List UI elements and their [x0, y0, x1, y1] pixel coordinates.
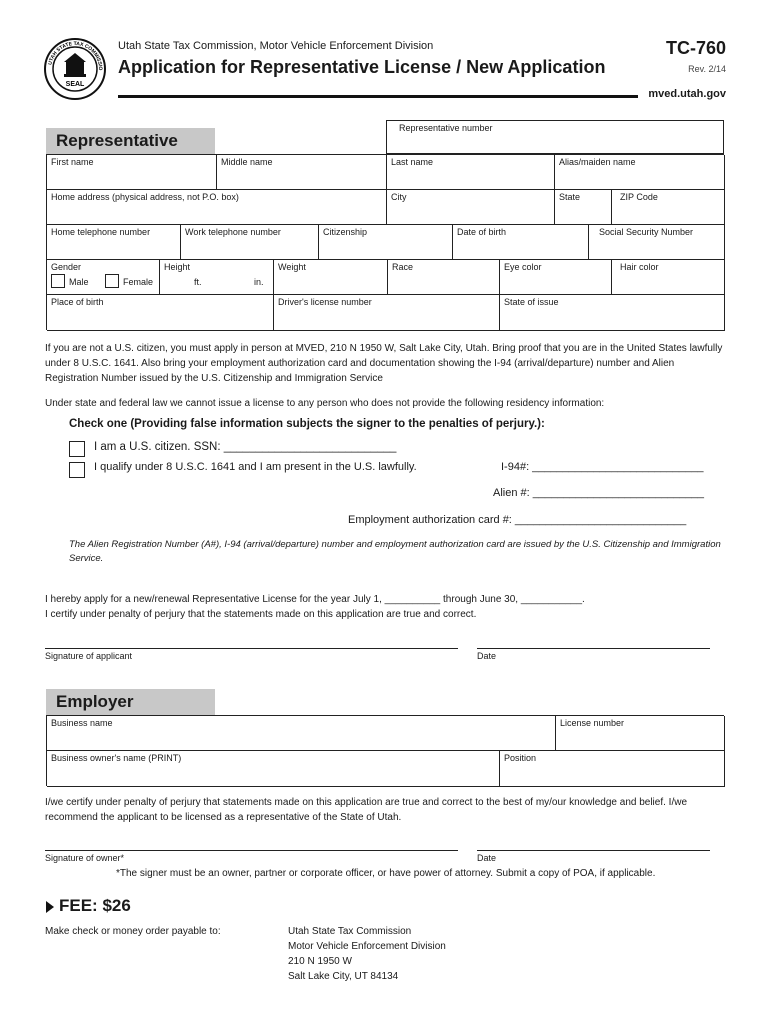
work-phone-field[interactable] [181, 225, 319, 260]
middle-name-label: Middle name [221, 157, 273, 167]
home-address-label: Home address (physical address, not P.O. box) [51, 192, 239, 202]
license-number-label: License number [560, 718, 625, 728]
feet-label: ft. [194, 277, 202, 287]
payee-line-1: Utah State Tax Commission [288, 926, 412, 937]
alias-field[interactable] [555, 155, 725, 190]
position-field[interactable] [500, 751, 725, 787]
home-phone-label: Home telephone number [51, 227, 151, 237]
dob-label: Date of birth [457, 227, 507, 237]
payee-line-4: Salt Lake City, UT 84134 [288, 971, 399, 982]
height-label: Height [164, 262, 191, 272]
state-of-issue-field[interactable] [500, 295, 725, 331]
work-phone-label: Work telephone number [185, 227, 281, 237]
payable-label: Make check or money order payable to: [45, 926, 221, 937]
dob-field[interactable] [453, 225, 589, 260]
seal-text: SEAL [65, 81, 85, 88]
female-label: Female [123, 277, 154, 287]
applicant-date-label: Date [477, 651, 497, 661]
state-seal-icon [44, 38, 106, 100]
residency-notice: Under state and federal law we cannot issue a license to any person who does not provide the following residency information: [45, 398, 605, 409]
header-rule [118, 95, 638, 98]
place-of-birth-label: Place of birth [51, 297, 104, 307]
applicant-date-line[interactable] [477, 648, 710, 649]
representative-section-title: Representative [46, 128, 215, 154]
residency-instructions: If you are not a U.S. citizen, you must apply in person at MVED, 210 N 1950 W, Salt Lake City, Utah. Bring proof that you are in the United States lawfully under 8 U.S.C. 1641. Also bring your employment authorization card and documentation showing the I-94 (arrival/departure) number and Alien Registration Number issued by the U.S. Citizenship and Immigration Service [45, 343, 723, 384]
height-field[interactable] [160, 260, 274, 295]
ssn-label: Social Security Number [599, 227, 694, 237]
payee-line-3: 210 N 1950 W [288, 956, 352, 967]
form-title: Application for Representative License / New Application [118, 57, 606, 77]
us-citizen-checkbox[interactable] [69, 441, 85, 457]
gender-field [47, 260, 160, 295]
owner-signature-line[interactable] [45, 850, 458, 851]
female-checkbox[interactable] [105, 274, 119, 288]
state-field[interactable] [555, 190, 612, 225]
form-number: TC-760 [665, 38, 726, 58]
weight-field[interactable] [274, 260, 388, 295]
owner-date-line[interactable] [477, 850, 710, 851]
us-citizen-label: I am a U.S. citizen. SSN: ___________________________ [94, 441, 397, 453]
last-name-label: Last name [391, 157, 434, 167]
dl-number-field[interactable] [274, 295, 500, 331]
position-label: Position [504, 753, 537, 763]
employer-certification: I/we certify under penalty of perjury that statements made on this application are true and correct to the best of my/our knowledge and belief. I/we recommend the applicant to be licensed as a representative of the State of Utah. [45, 797, 688, 823]
citizenship-label: Citizenship [323, 227, 368, 237]
male-label: Male [69, 277, 89, 287]
state-label: State [559, 192, 581, 202]
inches-label: in. [254, 277, 264, 287]
business-name-field[interactable] [47, 716, 556, 751]
home-phone-field[interactable] [47, 225, 181, 260]
agency-name: Utah State Tax Commission, Motor Vehicle Enforcement Division [118, 40, 434, 52]
weight-label: Weight [278, 262, 306, 272]
ead-field[interactable]: Employment authorization card #: ____________________________ [348, 514, 687, 526]
business-name-label: Business name [51, 718, 113, 728]
ssn-field[interactable] [589, 225, 725, 260]
signer-footnote: *The signer must be an owner, partner or corporate officer, or have power of attorney. Submit a copy of POA, if applicable. [116, 868, 656, 879]
uscis-note: The Alien Registration Number (A#), I-94 (arrival/departure) number and employment authorization card are issued by the U.S. Citizenship and Immigration Service. [69, 539, 721, 564]
revision-date: Rev. 2/14 [688, 64, 726, 74]
applicant-signature-label: Signature of applicant [45, 651, 133, 661]
check-one-heading: Check one (Providing false information subjects the signer to the penalties of perjury.): [69, 418, 545, 430]
place-of-birth-field[interactable] [47, 295, 274, 331]
male-checkbox[interactable] [51, 274, 65, 288]
gender-label: Gender [51, 262, 82, 272]
eye-color-field[interactable] [500, 260, 612, 295]
license-number-field[interactable] [556, 716, 725, 751]
seal-ring-text: UTAH STATE TAX COMMISSIO [47, 40, 104, 71]
representative-number-label: Representative number [399, 123, 493, 133]
state-of-issue-label: State of issue [504, 297, 559, 307]
owner-date-label: Date [477, 853, 497, 863]
owner-name-field[interactable] [47, 751, 500, 787]
city-field[interactable] [387, 190, 555, 225]
zip-label: ZIP Code [620, 192, 658, 202]
owner-signature-label: Signature of owner* [45, 853, 125, 863]
applicant-signature-line[interactable] [45, 648, 458, 649]
owner-name-label: Business owner's name (PRINT) [51, 753, 182, 763]
application-statement: I hereby apply for a new/renewal Representative License for the year July 1, __________ through June 30, ___________. [45, 594, 585, 605]
employer-section-title: Employer [46, 689, 215, 715]
middle-name-field[interactable] [217, 155, 387, 190]
website: mved.utah.gov [648, 88, 726, 100]
eye-color-label: Eye color [504, 262, 542, 272]
dl-number-label: Driver's license number [278, 297, 372, 307]
payee-line-2: Motor Vehicle Enforcement Division [288, 941, 446, 952]
race-field[interactable] [388, 260, 500, 295]
hair-color-field[interactable] [612, 260, 725, 295]
hair-color-label: Hair color [620, 262, 659, 272]
race-label: Race [392, 262, 414, 272]
i94-field[interactable]: I-94#: ____________________________ [501, 461, 704, 473]
alien-number-field[interactable]: Alien #: ____________________________ [493, 487, 705, 499]
first-name-label: First name [51, 157, 94, 167]
first-name-field[interactable] [47, 155, 217, 190]
lawful-presence-label: I qualify under 8 U.S.C. 1641 and I am present in the U.S. lawfully. [94, 461, 417, 473]
employer-grid [46, 715, 724, 786]
alias-label: Alias/maiden name [559, 157, 636, 167]
certification-statement: I certify under penalty of perjury that the statements made on this application are true and correct. [45, 609, 477, 620]
last-name-field[interactable] [387, 155, 555, 190]
lawful-presence-checkbox[interactable] [69, 462, 85, 478]
representative-grid [46, 154, 724, 330]
zip-field[interactable] [612, 190, 725, 225]
fee-label: FEE: $26 [59, 896, 131, 915]
city-label: City [391, 192, 407, 202]
home-address-field[interactable] [47, 190, 387, 225]
representative-number-field[interactable] [386, 120, 724, 154]
play-arrow-icon [45, 900, 55, 914]
citizenship-field[interactable] [319, 225, 453, 260]
